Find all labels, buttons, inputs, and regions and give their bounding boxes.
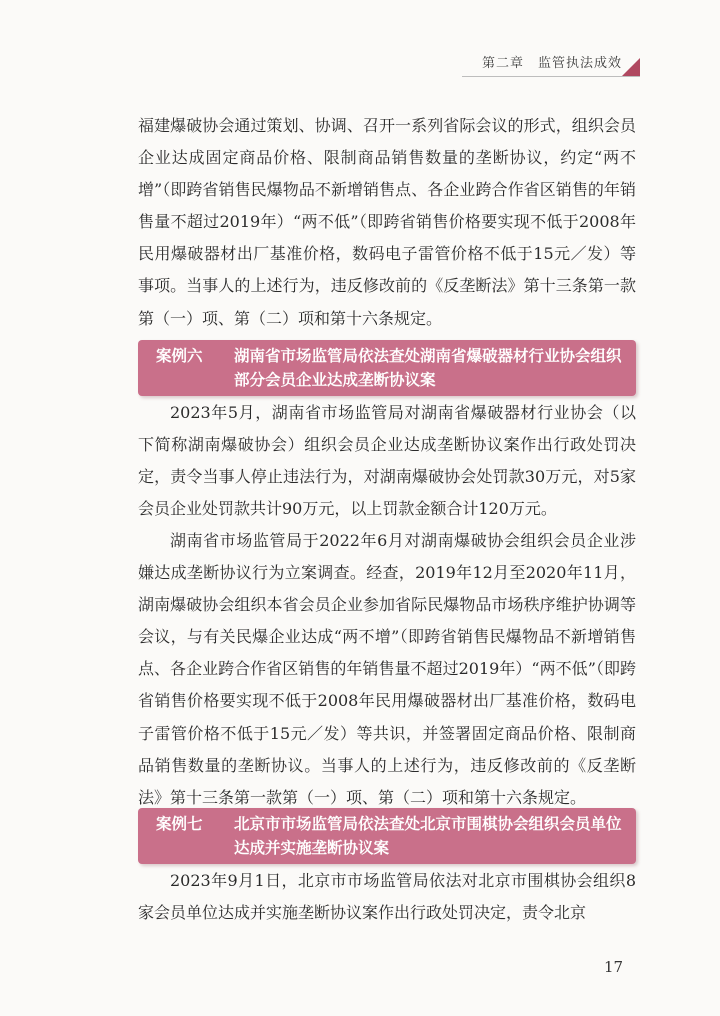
case-six-heading-box (138, 340, 636, 396)
case-seven-title: 北京市市场监管局依法查处北京市围棋协会组织会员单位达成并实施垄断协议案 (234, 815, 622, 857)
header-corner-mark (622, 58, 640, 76)
chapter-label: 第二章 (481, 56, 524, 71)
case-seven-heading-box (138, 808, 636, 864)
case-seven-number: 案例七 (156, 815, 203, 833)
page-number: 17 (604, 958, 624, 976)
case-six-title: 湖南省市场监管局依法查处湖南省爆破器材行业协会组织部分会员企业达成垄断协议案 (234, 347, 622, 389)
header-divider (462, 76, 640, 77)
paragraph-fujian-case: 福建爆破协会通过策划、协调、召开一系列省际会议的形式，组织会员企业达成固定商品价格、限制商品销售数量的垄断协议，约定“两不增”（即跨省销售民爆物品不新增销售点、各企业跨合作省区销售的年销售量不超过2019年）“两不低”（即跨省销售价格要实现不低于2008年民用爆破器材出厂基准价格，数码电子雷管价格不低于15元／发）等事项。当事人的上述行为，违反修改前的《反垄断法》第十三条第一款第（一）项、第（二）项和第十六条规定。 (138, 116, 636, 328)
chapter-title: 监管执法成效 (537, 56, 622, 71)
paragraph-hunan-investigation: 湖南省市场监管局于2022年6月对湖南爆破协会组织会员企业涉嫌达成垄断协议行为立案调查。经查，2019年12月至2020年11月，湖南爆破协会组织本省会员企业参加省际民爆物品市场秩序维护协调等会议，与有关民爆企业达成“两不增”（即跨省销售民爆物品不新增销售点、各企业跨合作省区销售的年销售量不超过2019年）“两不低”（即跨省销售价格要实现不低于2008年民用爆破器材出厂基准价格，数码电子雷管价格不低于15元／发）等共识，并签署固定商品价格、限制商品销售数量的垄断协议。当事人的上述行为，违反修改前的《反垄断法》第十三条第一款第（一）项、第（二）项和第十六条规定。 (138, 531, 636, 807)
case-six-number: 案例六 (156, 347, 203, 365)
page-header (0, 0, 720, 80)
running-header (482, 52, 622, 71)
paragraph-hunan-penalty: 2023年5月，湖南省市场监管局对湖南省爆破器材行业协会（以下简称湖南爆破协会）组织会员企业达成垄断协议案作出行政处罚决定，责令当事人停止违法行为，对湖南爆破协会处罚款30万元，对5家会员企业处罚款共计90万元，以上罚款金额合计120万元。 (138, 403, 636, 519)
paragraph-beijing-case: 2023年9月1日，北京市市场监管局依法对北京市围棋协会组织8家会员单位达成并实施垄断协议案作出行政处罚决定，责令北京 (138, 871, 636, 923)
